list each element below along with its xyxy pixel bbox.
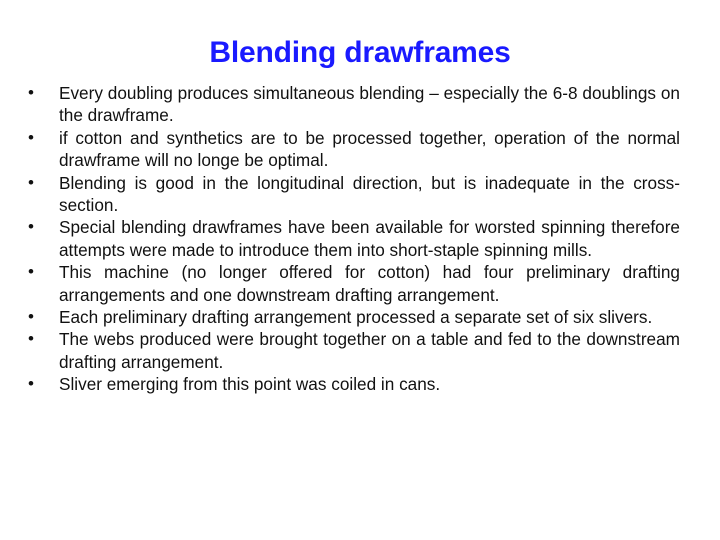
- bullet-dot-icon: •: [28, 83, 34, 102]
- bullet-text: Sliver emerging from this point was coiled in cans.: [59, 374, 441, 395]
- bullet-text: Blending is good in the longitudinal direction, but is inadequate in the cross-section.: [59, 172, 680, 216]
- bullet-item-2: [28, 127, 680, 172]
- bullet-dot-icon: •: [28, 374, 34, 394]
- bullet-dot-icon: •: [28, 307, 34, 327]
- bullet-dot-icon: •: [28, 262, 34, 282]
- slide-title: Blending drawframes: [209, 36, 511, 69]
- bullet-dot-icon: •: [28, 217, 34, 237]
- bullet-item-5: [28, 261, 680, 306]
- bullet-item-7: [28, 328, 680, 373]
- bullet-text: Every doubling produces simultaneous blending – especially the 6-8 doublings on the drawframe.: [59, 83, 680, 126]
- bullet-item-1: [28, 82, 680, 127]
- bullet-dot-icon: •: [28, 172, 34, 192]
- bullet-text: The webs produced were brought together on a table and fed to the downstream drafting arrangement.: [59, 329, 680, 372]
- bullet-dot-icon: •: [28, 329, 34, 349]
- bullet-text: if cotton and synthetics are to be processed together, operation of the normal drawframe will no longe be optimal.: [59, 127, 680, 171]
- bullet-item-4: [28, 216, 680, 261]
- bullet-item-3: [28, 172, 680, 217]
- bullet-dot-icon: •: [28, 127, 34, 147]
- bullet-list: [28, 82, 680, 396]
- bullet-text: This machine (no longer offered for cotton) had four preliminary drafting arrangements and one downstream drafting arrangement.: [59, 262, 680, 305]
- bullet-text: Special blending drawframes have been available for worsted spinning therefore attempts were made to introduce them into short-staple spinning mills.: [59, 217, 680, 260]
- bullet-item-8: [28, 373, 680, 395]
- bullet-item-6: [28, 306, 680, 328]
- bullet-text: Each preliminary drafting arrangement processed a separate set of six slivers.: [59, 307, 653, 328]
